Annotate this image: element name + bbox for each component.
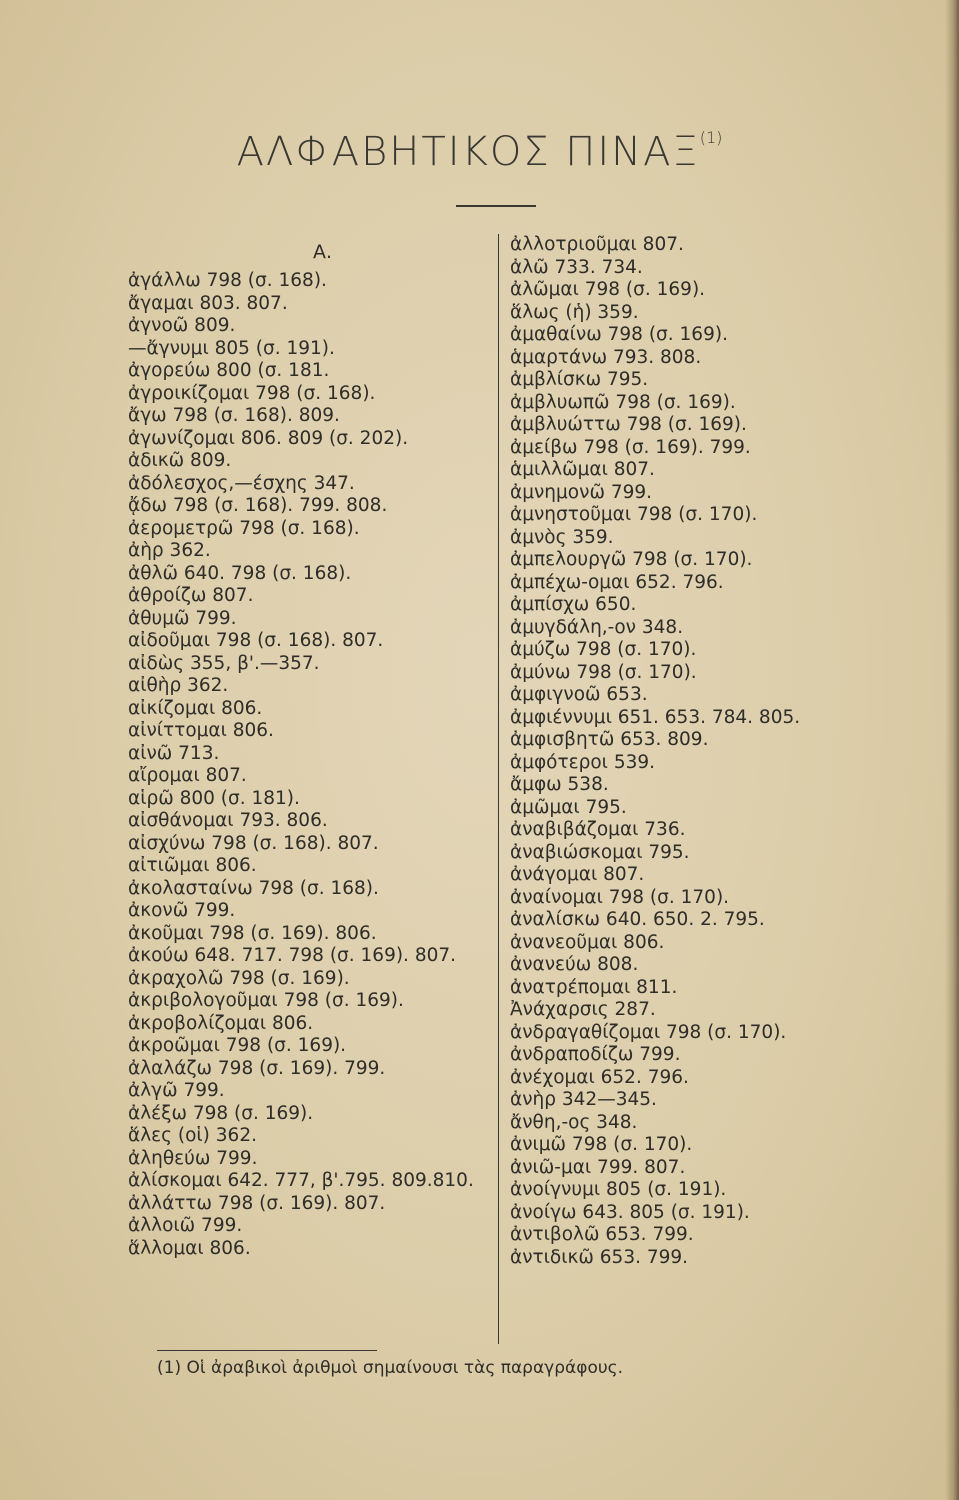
index-entry: ἀὴρ 362.	[128, 540, 211, 561]
index-entry: ἀθροίζω 807.	[128, 585, 254, 606]
index-entry: ἅλως (ἡ) 359.	[510, 301, 639, 323]
index-entry: ἀλαλάζω 798 (σ. 169). 799.	[128, 1057, 386, 1079]
index-entry: ἀδικῶ 809.	[128, 450, 232, 471]
index-entry: ἀλλάττω 798 (σ. 169). 807.	[128, 1192, 386, 1214]
index-entry: ἀμυγδάλη,-ον 348.	[510, 616, 684, 638]
index-entry: ἀλέξω 798 (σ. 169).	[128, 1102, 314, 1124]
index-entry: ἀμβλυώττω 798 (σ. 169).	[510, 414, 747, 435]
index-entry: ἀμνηστοῦμαι 798 (σ. 170).	[510, 504, 758, 525]
index-entry: ἄνθη,-ος 348.	[510, 1111, 638, 1133]
index-entry: ἀκονῶ 799.	[128, 900, 236, 921]
index-entry: ἄμφω 538.	[510, 774, 609, 795]
index-entry: ἀνανεύω 808.	[510, 954, 639, 975]
index-entry: ἀθυμῶ 799.	[128, 607, 237, 629]
index-entry: ἀκούω 648. 717. 798 (σ. 169). 807.	[128, 945, 457, 966]
index-entry: ἀμείβω 798 (σ. 169). 799.	[510, 436, 751, 458]
index-entry: ἀναίνομαι 798 (σ. 170).	[510, 886, 730, 908]
index-entry: ἀναβιώσκομαι 795.	[510, 841, 690, 863]
index-entry: ἀδόλεσχος,—έσχης 347.	[128, 472, 355, 494]
section-letter: Α.	[313, 241, 333, 263]
index-entry: ἀμπελουργῶ 798 (σ. 170).	[510, 549, 753, 570]
index-entry: ἀκραχολῶ 798 (σ. 169).	[128, 967, 350, 989]
index-entry: ἀνατρέπομαι 811.	[510, 976, 678, 998]
index-entry: ἀγάλλω 798 (σ. 168).	[128, 270, 327, 291]
index-entry: ἀμπέχω-ομαι 652. 796.	[510, 571, 724, 593]
index-entry: ἀνδραποδίζω 799.	[510, 1044, 681, 1065]
page-title-text: ΑΛΦΑΒΗΤΙΚΟΣ ΠΙΝΑΞ	[236, 129, 700, 175]
index-entry: ἀλλοιῶ 799.	[128, 1215, 243, 1236]
footnote: (1) Οἱ ἀραβικοὶ ἀριθμοὶ σημαίνουσι τὰς παραγράφους.	[157, 1358, 624, 1378]
index-entry: ἀνδραγαθίζομαι 798 (σ. 170).	[510, 1021, 787, 1043]
index-entry: ἀλῶ 733. 734.	[510, 256, 643, 278]
index-entry: ἀκριβολογοῦμαι 798 (σ. 169).	[128, 990, 404, 1011]
index-entry: ἀληθεύω 799.	[128, 1147, 258, 1169]
index-entry: ἀκροῶμαι 798 (σ. 169).	[128, 1035, 347, 1056]
index-entry: ἀγωνίζομαι 806. 809 (σ. 202).	[128, 427, 409, 449]
index-entry: ἀνιμῶ 798 (σ. 170).	[510, 1134, 693, 1155]
index-entry: αἰνίττομαι 806.	[128, 720, 274, 741]
index-entry: αἱρῶ 800 (σ. 181).	[128, 787, 300, 809]
index-entry: ἀμφότεροι 539.	[510, 751, 656, 773]
index-entry: ἀνάγομαι 807.	[510, 864, 645, 885]
index-entry: ἀκοῦμαι 798 (σ. 169). 806.	[128, 922, 377, 944]
index-entry: —ἄγνυμι 805 (σ. 191).	[128, 337, 335, 359]
index-entry: αἴρομαι 807.	[128, 765, 247, 786]
footnote-rule	[157, 1350, 377, 1351]
index-entry: ἀμβλυωπῶ 798 (σ. 169).	[510, 391, 736, 413]
index-entry: ἀνοίγω 643. 805 (σ. 191).	[510, 1201, 750, 1223]
index-entry: αἰνῶ 713.	[128, 742, 220, 764]
index-column-left	[128, 234, 498, 1260]
index-entry: ἀλγῶ 799.	[128, 1080, 225, 1101]
index-entry: ἀμύζω 798 (σ. 170).	[510, 639, 697, 660]
index-entry: ἀλίσκομαι 642. 777, β'.795. 809.810.	[128, 1170, 474, 1191]
index-entry: ἄγαμαι 803. 807.	[128, 292, 288, 314]
index-column-right	[498, 234, 828, 1344]
index-entry: αἰσθάνομαι 793. 806.	[128, 810, 328, 831]
index-entry: αἰδὼς 355, β'.—357.	[128, 652, 320, 674]
index-entry: ἀντιβολῶ 653. 799.	[510, 1224, 694, 1245]
index-entry: αἰθὴρ 362.	[128, 675, 229, 696]
index-entry: αἰτιῶμαι 806.	[128, 855, 257, 876]
index-entry: ἀμφιγνοῶ 653.	[510, 684, 648, 705]
index-entry: ἀκροβολίζομαι 806.	[128, 1012, 314, 1034]
index-entry: ἀμβλίσκω 795.	[510, 369, 649, 390]
index-entry: ἅλες (οἱ) 362.	[128, 1125, 257, 1146]
index-entry: ἀνοίγνυμι 805 (σ. 191).	[510, 1179, 727, 1200]
index-entry: ἀνιῶ-μαι 799. 807.	[510, 1156, 686, 1178]
index-entry: αἰδοῦμαι 798 (σ. 168). 807.	[128, 630, 384, 651]
index-entry: Ἀνάχαρσις 287.	[510, 999, 656, 1020]
title-rule	[456, 205, 536, 207]
index-entry: ἁμαρτάνω 793. 808.	[510, 346, 702, 368]
index-entry: ἀναλίσκω 640. 650. 2. 795.	[510, 909, 765, 930]
index-entry: ἀμαθαίνω 798 (σ. 169).	[510, 324, 728, 345]
index-entry: ἀμῶμαι 795.	[510, 796, 627, 818]
index-entry: ἀνανεοῦμαι 806.	[510, 931, 665, 953]
index-entry: ἀμφισβητῶ 653. 809.	[510, 729, 709, 750]
index-entry: ᾄδω 798 (σ. 168). 799. 808.	[128, 495, 388, 516]
index-entry: ἀνέχομαι 652. 796.	[510, 1066, 689, 1088]
index-entry: ἁμιλλῶμαι 807.	[510, 459, 655, 480]
index-entry: ἀνὴρ 342—345.	[510, 1089, 657, 1110]
index-entry: ἀθλῶ 640. 798 (σ. 168).	[128, 562, 352, 584]
index-entry: ἀγορεύω 800 (σ. 181.	[128, 360, 330, 381]
index-entry: ἄγω 798 (σ. 168). 809.	[128, 405, 340, 426]
index-entry: ἀμνὸς 359.	[510, 526, 614, 548]
index-entry: ἀκολασταίνω 798 (σ. 168).	[128, 877, 379, 899]
index-entry: ἀγνοῶ 809.	[128, 315, 236, 336]
index-entry: ἀναβιβάζομαι 736.	[510, 819, 686, 840]
index-entry: ἀγροικίζομαι 798 (σ. 168).	[128, 382, 376, 404]
page-edge-shadow	[945, 0, 959, 1500]
index-entry: αἰκίζομαι 806.	[128, 697, 263, 719]
title-footnote-marker: (1)	[699, 128, 723, 147]
index-entry: ἀερομετρῶ 798 (σ. 168).	[128, 517, 360, 539]
index-entry: ἅλλομαι 806.	[128, 1237, 251, 1259]
index-entry: ἀμφιέννυμι 651. 653. 784. 805.	[510, 706, 801, 728]
index-entry: ἀντιδικῶ 653. 799.	[510, 1246, 689, 1268]
index-entry: ἀλῶμαι 798 (σ. 169).	[510, 279, 706, 300]
index-entry: ἀμύνω 798 (σ. 170).	[510, 661, 697, 683]
index-entry: αἰσχύνω 798 (σ. 168). 807.	[128, 832, 379, 854]
page-title	[0, 128, 959, 175]
index-entry: ἀμπίσχω 650.	[510, 594, 637, 615]
index-entry: ἀμνημονῶ 799.	[510, 481, 653, 503]
index-entry: ἀλλοτριοῦμαι 807.	[510, 234, 684, 255]
